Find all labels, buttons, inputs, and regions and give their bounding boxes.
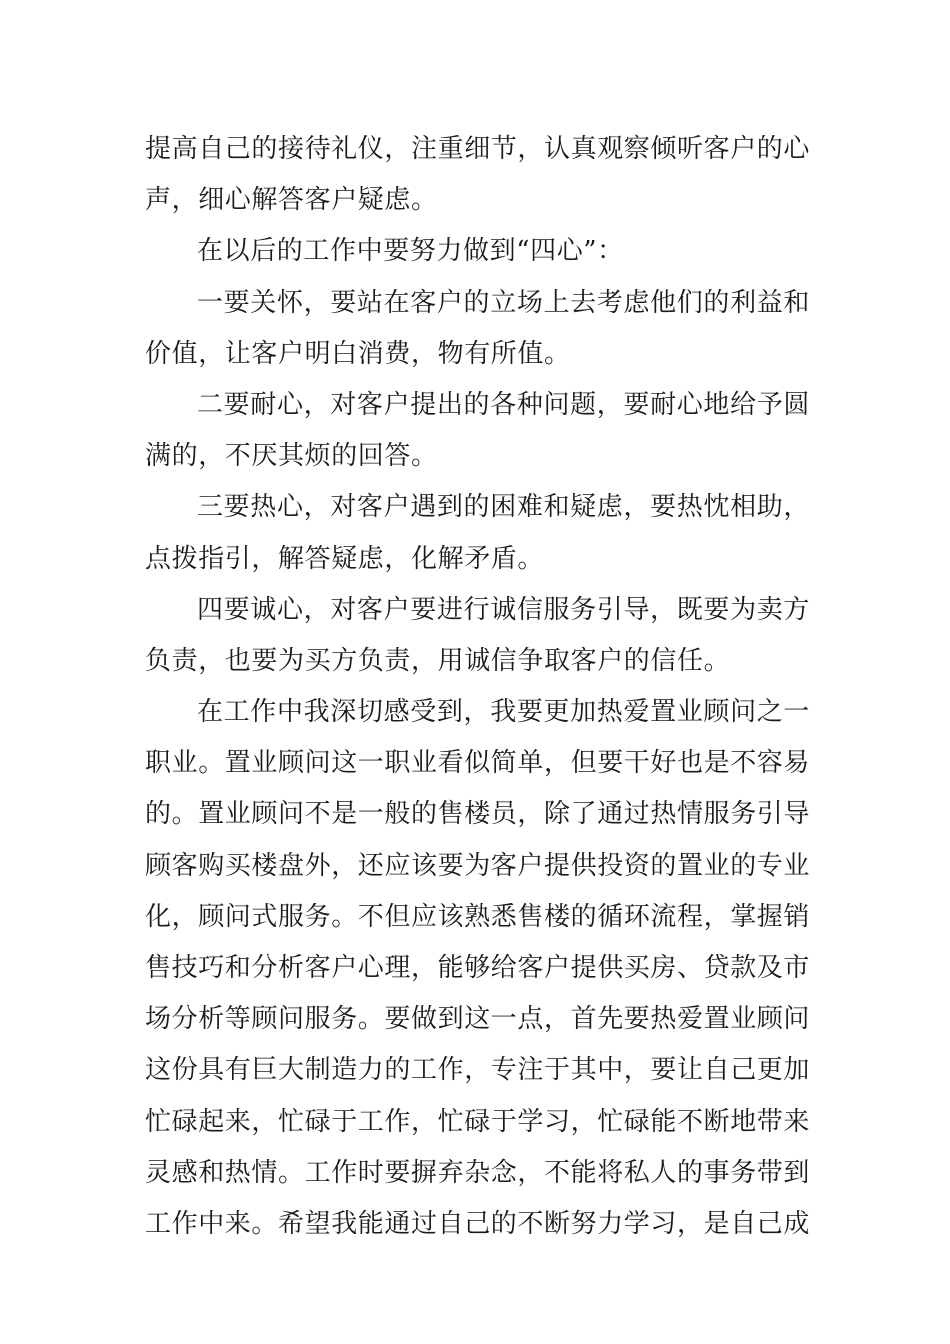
text-line: 三要热心，对客户遇到的困难和疑虑，要热忱相助， xyxy=(197,492,810,523)
text-line: 灵感和热情。工作时要摒弃杂念，不能将私人的事务带到 xyxy=(145,1157,811,1188)
text-line: 负责，也要为买方负责，用诚信争取客户的信任。 xyxy=(145,645,731,676)
text-line: 忙碌起来，忙碌于工作，忙碌于学习，忙碌能不断地带来 xyxy=(145,1106,811,1137)
text-line: 这份具有巨大制造力的工作，专注于其中，要让自己更加 xyxy=(145,1055,811,1086)
text-line: 顾客购买楼盘外，还应该要为客户提供投资的置业的专业 xyxy=(145,850,811,881)
text-line: 化，顾问式服务。不但应该熟悉售楼的循环流程，掌握销 xyxy=(145,901,811,932)
text-line: 职业。置业顾问这一职业看似简单，但要干好也是不容易 xyxy=(145,748,811,779)
text-line: 声，细心解答客户疑虑。 xyxy=(145,185,438,216)
text-line: 在工作中我深切感受到，我要更加热爱置业顾问之一 xyxy=(197,697,810,728)
text-line: 提高自己的接待礼仪，注重细节，认真观察倾听客户的心 xyxy=(145,134,811,164)
text-line: 场分析等顾问服务。要做到这一点，首先要热爱置业顾问 xyxy=(145,1004,811,1035)
text-line: 工作中来。希望我能通过自己的不断努力学习，是自己成 xyxy=(145,1208,811,1239)
text-line: 满的，不厌其烦的回答。 xyxy=(145,441,438,472)
text-line: 的。置业顾问不是一般的售楼员，除了通过热情服务引导 xyxy=(145,799,811,830)
body-text xyxy=(145,124,810,1250)
text-line: 在以后的工作中要努力做到“四心”： xyxy=(197,236,624,267)
text-line: 四要诚心，对客户要进行诚信服务引导，既要为卖方 xyxy=(197,594,810,625)
text-line: 价值，让客户明白消费，物有所值。 xyxy=(145,338,571,369)
text-line: 二要耐心，对客户提出的各种问题，要耐心地给予圆 xyxy=(197,389,810,420)
text-line: 点拨指引，解答疑虑，化解矛盾。 xyxy=(145,543,545,574)
text-line: 一要关怀，要站在客户的立场上去考虑他们的利益和 xyxy=(197,287,810,318)
text-line: 售技巧和分析客户心理，能够给客户提供买房、贷款及市 xyxy=(145,953,811,983)
